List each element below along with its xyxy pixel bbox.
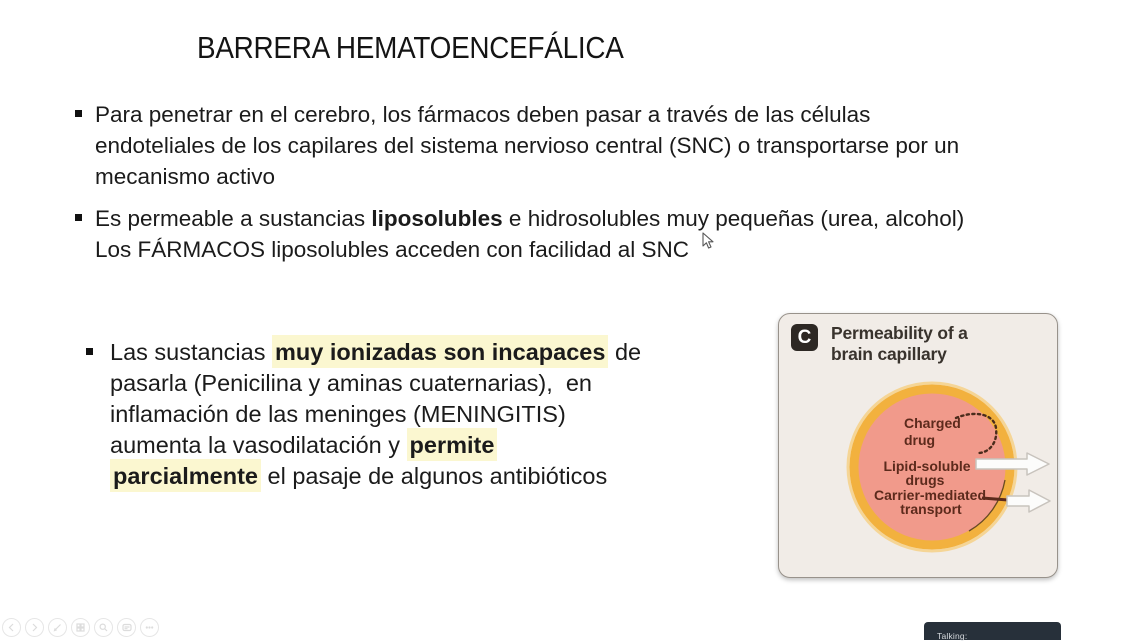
bullet-square-icon	[86, 348, 93, 355]
text-segment: Para penetrar en el cerebro, los fármacos deben pasar a través de las células	[95, 102, 871, 127]
bullet-sustancias-ionizadas	[86, 337, 706, 492]
text-segment: de	[608, 339, 642, 365]
bullet-text	[95, 203, 1105, 265]
text-segment: Las sustancias	[110, 339, 272, 365]
talking-label: Talking:	[937, 631, 968, 641]
text-segment: inflamación de las meninges (MENINGITIS)	[110, 401, 566, 427]
previous-slide-button[interactable]	[2, 618, 21, 637]
text-segment: liposolubles	[371, 206, 503, 231]
text-segment: muy ionizadas son incapaces	[272, 335, 608, 368]
brain-capillary-figure	[778, 313, 1058, 578]
magnifier-icon	[99, 623, 108, 632]
more-options-button[interactable]	[140, 618, 159, 637]
bullet-square-icon	[75, 110, 82, 117]
figure-title-line2: brain capillary	[831, 344, 947, 364]
text-segment: permite	[407, 428, 498, 461]
text-segment: el pasaje de algunos antibióticos	[260, 463, 608, 489]
label-lipid-soluble: Lipid-soluble	[883, 458, 971, 474]
bullet-text	[95, 99, 1105, 192]
text-segment: Es permeable a sustancias	[95, 206, 372, 231]
grid-icon	[76, 623, 85, 632]
zoom-slide-button[interactable]	[94, 618, 113, 637]
pen-icon	[53, 623, 62, 632]
live-caption-overlay	[924, 622, 1061, 640]
see-all-slides-button[interactable]	[71, 618, 90, 637]
label-lipid-soluble-2: drugs	[905, 472, 945, 488]
text-segment: e hidrosolubles muy pequeñas (urea, alcohol)	[502, 206, 965, 231]
bullet-square-icon	[75, 214, 82, 221]
text-segment: pasarla (Penicilina y aminas cuaternarias), en	[110, 370, 592, 396]
bullet-permeable-liposolubles	[75, 203, 1105, 265]
ellipsis-icon	[145, 623, 154, 632]
arrow-right-icon	[30, 623, 39, 632]
pen-tool-button[interactable]	[48, 618, 67, 637]
arrow-left-icon	[7, 623, 16, 632]
text-segment: aumenta la vasodilatación y	[110, 432, 407, 458]
label-carrier-mediated: Carrier-mediated	[873, 487, 987, 503]
label-charged-drug-2: drug	[904, 432, 936, 448]
presenter-toolbar	[2, 618, 159, 637]
slide-title: BARRERA HEMATOENCEFÁLICA	[197, 30, 624, 65]
label-charged-drug: Charged	[904, 415, 961, 431]
subtitles-icon	[122, 623, 132, 632]
bullet-text	[110, 337, 706, 492]
next-slide-button[interactable]	[25, 618, 44, 637]
text-segment: mecanismo activo	[95, 164, 276, 189]
label-carrier-mediated-2: transport	[900, 501, 962, 517]
carrier-mediated-arrow-icon	[1007, 490, 1050, 512]
text-segment: endoteliales de los capilares del sistema nervioso central (SNC) o transportarse por un	[95, 133, 960, 158]
bullet-penetrar-cerebro	[75, 99, 1105, 192]
figure-title	[831, 323, 968, 365]
text-segment: parcialmente	[110, 459, 261, 492]
subtitles-button[interactable]	[117, 618, 136, 637]
text-segment: Los FÁRMACOS liposolubles acceden con facilidad al SNC	[95, 237, 690, 262]
figure-title-line1: Permeability of a	[831, 323, 968, 343]
mouse-cursor-icon	[702, 232, 715, 250]
figure-letter-badge: C	[791, 324, 818, 351]
